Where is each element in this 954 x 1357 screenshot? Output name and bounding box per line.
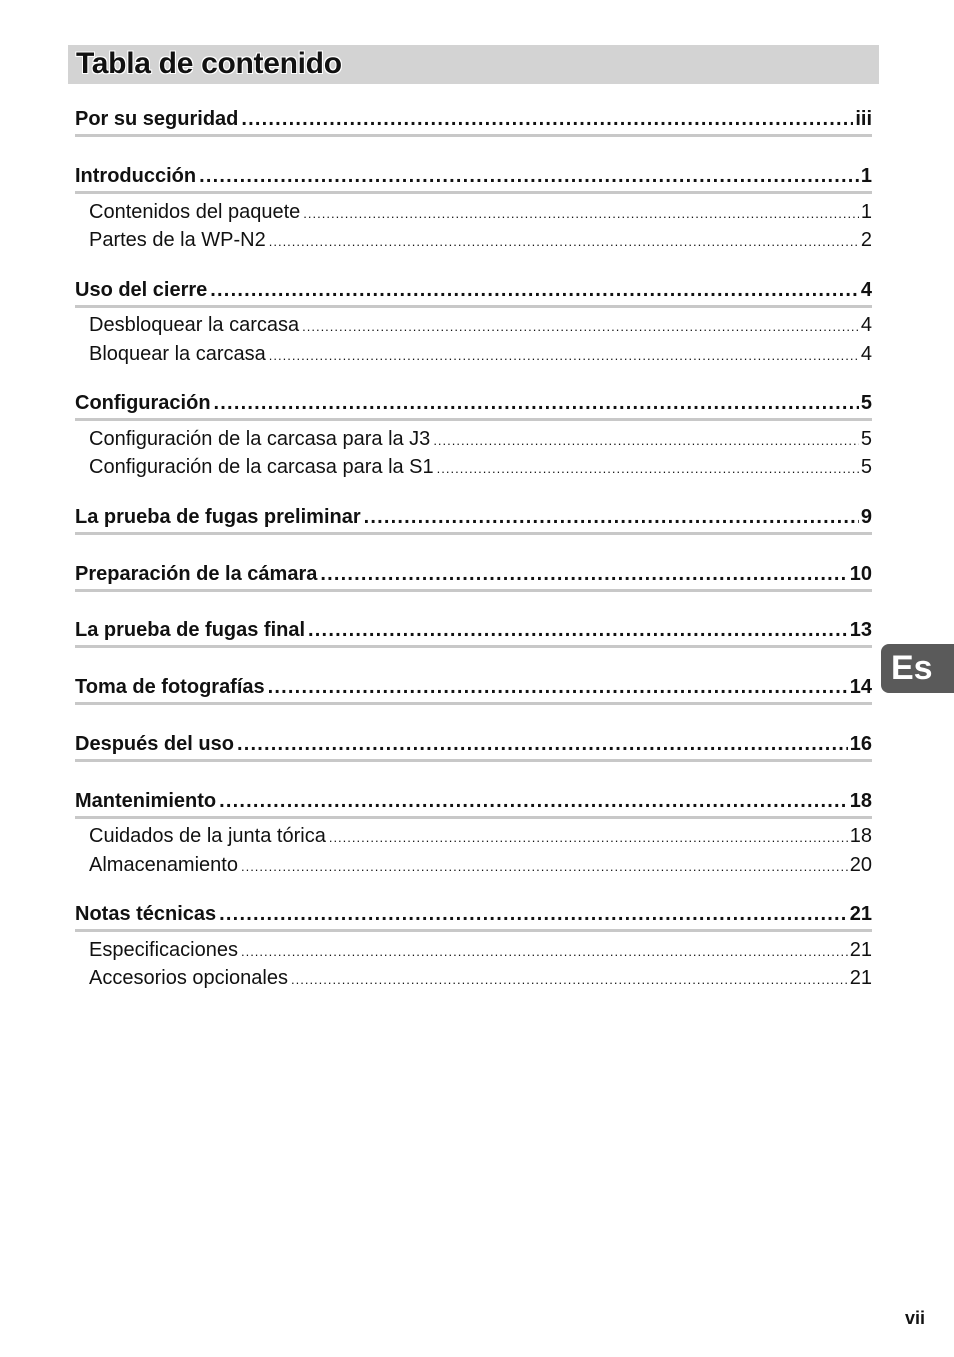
- page-title: Tabla de contenido: [76, 47, 342, 80]
- toc-page: 20: [849, 854, 872, 876]
- dot-leader: [237, 733, 848, 756]
- toc-section-configuracion-j3[interactable]: [89, 428, 872, 454]
- dot-leader: [219, 790, 848, 813]
- dot-leader: [219, 903, 848, 926]
- toc-page: 14: [849, 676, 872, 698]
- toc-page: 21: [849, 967, 872, 989]
- toc-section-especificaciones[interactable]: [89, 939, 872, 965]
- dot-leader: [433, 433, 859, 448]
- dot-leader: [308, 619, 848, 642]
- toc-label: Mantenimiento: [75, 790, 217, 812]
- toc-section-bloquear-la-carcasa[interactable]: [89, 343, 872, 369]
- language-tab: [881, 644, 954, 693]
- toc-page: iii: [855, 108, 872, 130]
- toc-label: Accesorios opcionales: [89, 967, 288, 989]
- toc-chapter-uso-del-cierre[interactable]: [75, 279, 872, 308]
- toc-label: La prueba de fugas final: [75, 619, 306, 641]
- toc-section-configuracion-s1[interactable]: [89, 456, 872, 482]
- toc-label: Bloquear la carcasa: [89, 343, 266, 365]
- toc-chapter-preparacion-camara[interactable]: [75, 563, 872, 592]
- dot-leader: [437, 461, 859, 476]
- toc-label: Preparación de la cámara: [75, 563, 318, 585]
- toc-page: 18: [849, 825, 872, 847]
- toc-page: 5: [860, 428, 872, 450]
- toc-page: 16: [849, 733, 872, 755]
- toc-label: Por su seguridad: [75, 108, 239, 130]
- toc-section-accesorios-opcionales[interactable]: [89, 967, 872, 993]
- toc-chapter-configuracion[interactable]: [75, 392, 872, 421]
- toc-label: Cuidados de la junta tórica: [89, 825, 326, 847]
- title-bar: [68, 45, 879, 84]
- toc-section-partes-de-la-wp-n2[interactable]: [89, 229, 872, 255]
- toc-page: 5: [860, 392, 872, 414]
- dot-leader: [320, 563, 847, 586]
- dot-leader: [302, 319, 859, 334]
- toc-label: Notas técnicas: [75, 903, 217, 925]
- toc-section-contenidos-del-paquete[interactable]: [89, 201, 872, 227]
- dot-leader: [291, 972, 848, 987]
- toc-chapter-despues-del-uso[interactable]: [75, 733, 872, 762]
- toc-chapter-notas-tecnicas[interactable]: [75, 903, 872, 932]
- dot-leader: [329, 830, 848, 845]
- toc-page: 21: [849, 939, 872, 961]
- toc-chapter-prueba-fugas-preliminar[interactable]: [75, 506, 872, 535]
- toc-label: Después del uso: [75, 733, 234, 755]
- dot-leader: [303, 206, 859, 221]
- toc-label: Toma de fotografías: [75, 676, 265, 698]
- toc-page: 1: [860, 165, 872, 187]
- toc-label: Contenidos del paquete: [89, 201, 301, 223]
- toc-section-almacenamiento[interactable]: [89, 854, 872, 880]
- toc-page: 9: [860, 506, 872, 528]
- toc-label: Configuración de la carcasa para la S1: [89, 456, 434, 478]
- toc-section-desbloquear-la-carcasa[interactable]: [89, 314, 872, 340]
- toc-page: 5: [860, 456, 872, 478]
- toc-page: 13: [849, 619, 872, 641]
- dot-leader: [268, 676, 848, 699]
- toc-label: Uso del cierre: [75, 279, 208, 301]
- toc-label: Partes de la WP-N2: [89, 229, 266, 251]
- toc-page: 4: [860, 279, 872, 301]
- page-number: vii: [905, 1308, 926, 1328]
- toc-label: Almacenamiento: [89, 854, 238, 876]
- toc-page: 10: [849, 563, 872, 585]
- toc-chapter-mantenimiento[interactable]: [75, 790, 872, 819]
- dot-leader: [210, 279, 859, 302]
- toc-chapter-por-su-seguridad[interactable]: [75, 108, 872, 137]
- dot-leader: [364, 506, 859, 529]
- dot-leader: [269, 348, 859, 363]
- dot-leader: [269, 234, 859, 249]
- toc-label: Configuración de la carcasa para la J3: [89, 428, 431, 450]
- toc-chapter-introduccion[interactable]: [75, 165, 872, 194]
- dot-leader: [214, 392, 859, 415]
- toc-page: 2: [860, 229, 872, 251]
- toc-section-cuidados-junta-torica[interactable]: [89, 825, 872, 851]
- toc-label: Desbloquear la carcasa: [89, 314, 300, 336]
- toc-chapter-prueba-fugas-final[interactable]: [75, 619, 872, 648]
- toc-label: La prueba de fugas preliminar: [75, 506, 361, 528]
- toc-label: Introducción: [75, 165, 197, 187]
- dot-leader: [241, 944, 848, 959]
- language-tab-label: Es: [891, 649, 933, 687]
- toc-chapter-toma-fotografias[interactable]: [75, 676, 872, 705]
- dot-leader: [199, 165, 859, 188]
- toc-label: Configuración: [75, 392, 211, 414]
- toc-page: 18: [849, 790, 872, 812]
- toc-label: Especificaciones: [89, 939, 238, 961]
- dot-leader: [241, 859, 848, 874]
- toc-page: 4: [860, 343, 872, 365]
- dot-leader: [241, 108, 853, 131]
- toc-page: 1: [860, 201, 872, 223]
- toc-page: 21: [849, 903, 872, 925]
- toc-page: 4: [860, 314, 872, 336]
